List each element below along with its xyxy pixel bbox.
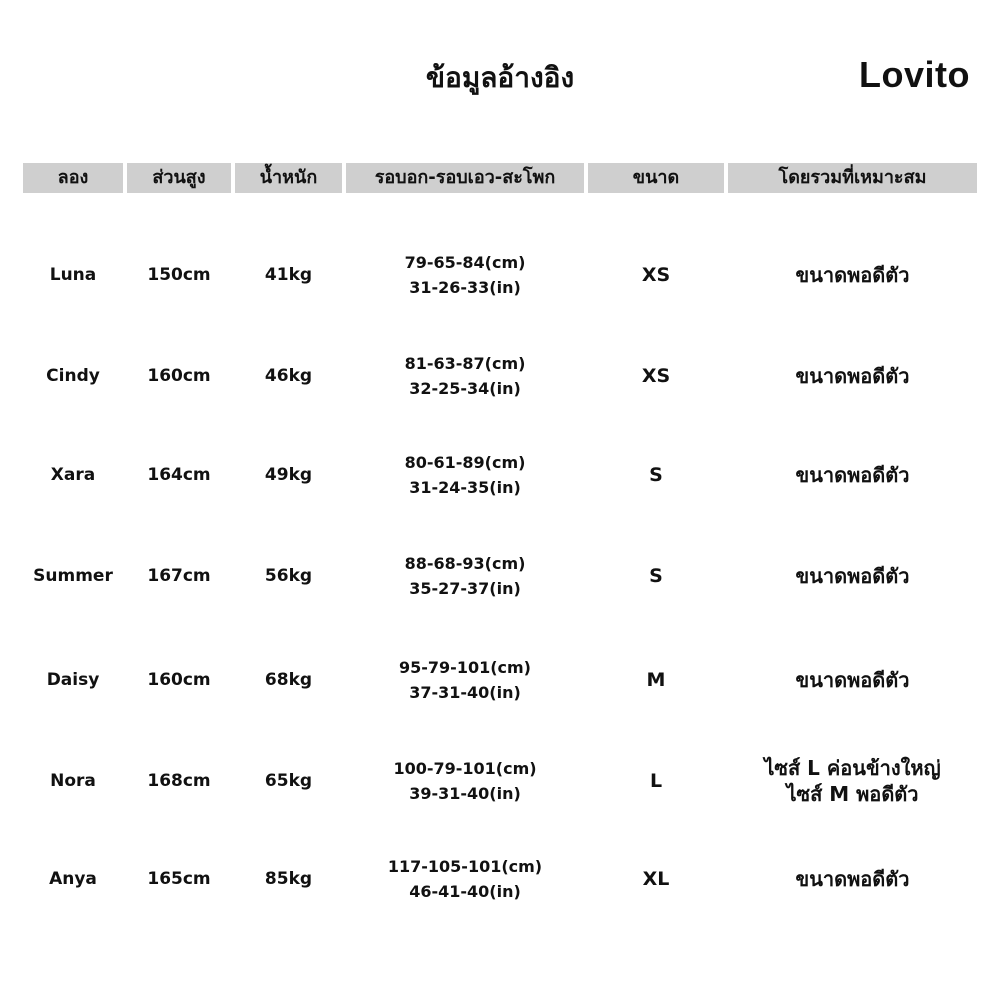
height-value: 164cm [147,465,211,485]
measurements-in: 39-31-40(in) [409,784,521,803]
fit-text: ขนาดพอดีตัว [795,564,910,588]
table-row [0,849,1000,909]
size-value: XL [642,868,670,890]
size-cell [588,346,724,406]
weight-cell [235,751,342,811]
measurements-cell [346,445,584,505]
header-measurements: รอบอก-รอบเอว-สะโพก [346,163,584,193]
size-cell [588,650,724,710]
table-row [0,751,1000,811]
fit-text: ขนาดพอดีตัว [795,668,910,692]
height-value: 160cm [147,366,211,386]
fit-text: ไซส์ L ค่อนข้างใหญ่ [764,756,941,780]
model-name-cell [23,546,123,606]
measurements-cm: 117-105-101(cm) [387,857,543,876]
height-value: 160cm [147,670,211,690]
size-cell [588,751,724,811]
measurements-cm: 100-79-101(cm) [393,759,537,778]
size-value: M [646,669,666,691]
measurements-cell [346,346,584,406]
fit-text: ไซส์ M พอดีตัว [786,782,919,806]
size-cell [588,445,724,505]
fit-text: ขนาดพอดีตัว [795,867,910,891]
header-fit: โดยรวมที่เหมาะสม [728,163,977,193]
height-value: 167cm [147,566,211,586]
model-name: Luna [49,265,97,285]
fit-cell [728,751,977,811]
table-row [0,445,1000,505]
model-name: Daisy [46,670,100,690]
table-header [0,163,1000,193]
model-name: Xara [50,465,96,485]
measurements-in: 31-26-33(in) [409,278,521,297]
fit-text: ขนาดพอดีตัว [795,263,910,287]
size-value: L [649,770,663,792]
measurements-in: 32-25-34(in) [409,379,521,398]
fit-cell [728,445,977,505]
measurements-cell [346,245,584,305]
measurements-in: 46-41-40(in) [409,882,521,901]
fit-cell [728,346,977,406]
size-cell [588,546,724,606]
weight-cell [235,546,342,606]
size-value: S [649,565,663,587]
height-cell [127,346,231,406]
model-name-cell [23,650,123,710]
measurements-cell [346,546,584,606]
measurements-cell [346,849,584,909]
measurements-cm: 81-63-87(cm) [404,354,526,373]
height-cell [127,546,231,606]
header-weight: น้ำหนัก [235,163,342,193]
weight-cell [235,245,342,305]
model-name-cell [23,346,123,406]
header-height: ส่วนสูง [127,163,231,193]
fit-cell [728,650,977,710]
brand-logo: Lovito [859,54,970,95]
measurements-cell [346,650,584,710]
fit-cell [728,245,977,305]
measurements-cell [346,751,584,811]
measurements-in: 31-24-35(in) [409,478,521,497]
model-name-cell [23,245,123,305]
measurements-cm: 79-65-84(cm) [404,253,526,272]
table-row [0,546,1000,606]
page-title: ข้อมูลอ้างอิง [425,61,575,94]
height-cell [127,245,231,305]
weight-value: 46kg [264,366,313,386]
measurements-in: 35-27-37(in) [409,579,521,598]
height-value: 165cm [147,869,211,889]
model-name: Summer [33,566,113,586]
weight-value: 65kg [264,771,313,791]
fit-text: ขนาดพอดีตัว [795,463,910,487]
weight-cell [235,346,342,406]
fit-cell [728,849,977,909]
weight-value: 68kg [264,670,313,690]
model-name-cell [23,751,123,811]
measurements-cm: 80-61-89(cm) [404,453,526,472]
model-name: Anya [49,869,97,889]
weight-cell [235,849,342,909]
weight-value: 41kg [264,265,313,285]
measurements-in: 37-31-40(in) [409,683,521,702]
height-cell [127,650,231,710]
model-name: Nora [50,771,96,791]
fit-text: ขนาดพอดีตัว [795,364,910,388]
table-row [0,346,1000,406]
header-model: ลอง [23,163,123,193]
weight-value: 85kg [264,869,313,889]
header-size: ขนาด [588,163,724,193]
size-value: S [649,464,663,486]
weight-cell [235,445,342,505]
fit-cell [728,546,977,606]
table-row [0,650,1000,710]
model-name: Cindy [46,366,100,386]
height-value: 168cm [147,771,211,791]
size-value: XS [641,365,671,387]
weight-value: 49kg [264,465,313,485]
measurements-cm: 95-79-101(cm) [399,658,531,677]
size-cell [588,849,724,909]
model-name-cell [23,849,123,909]
height-cell [127,849,231,909]
size-value: XS [641,264,671,286]
model-name-cell [23,445,123,505]
height-value: 150cm [147,265,211,285]
weight-cell [235,650,342,710]
measurements-cm: 88-68-93(cm) [404,554,526,573]
height-cell [127,751,231,811]
height-cell [127,445,231,505]
weight-value: 56kg [264,566,313,586]
table-row [0,245,1000,305]
size-cell [588,245,724,305]
